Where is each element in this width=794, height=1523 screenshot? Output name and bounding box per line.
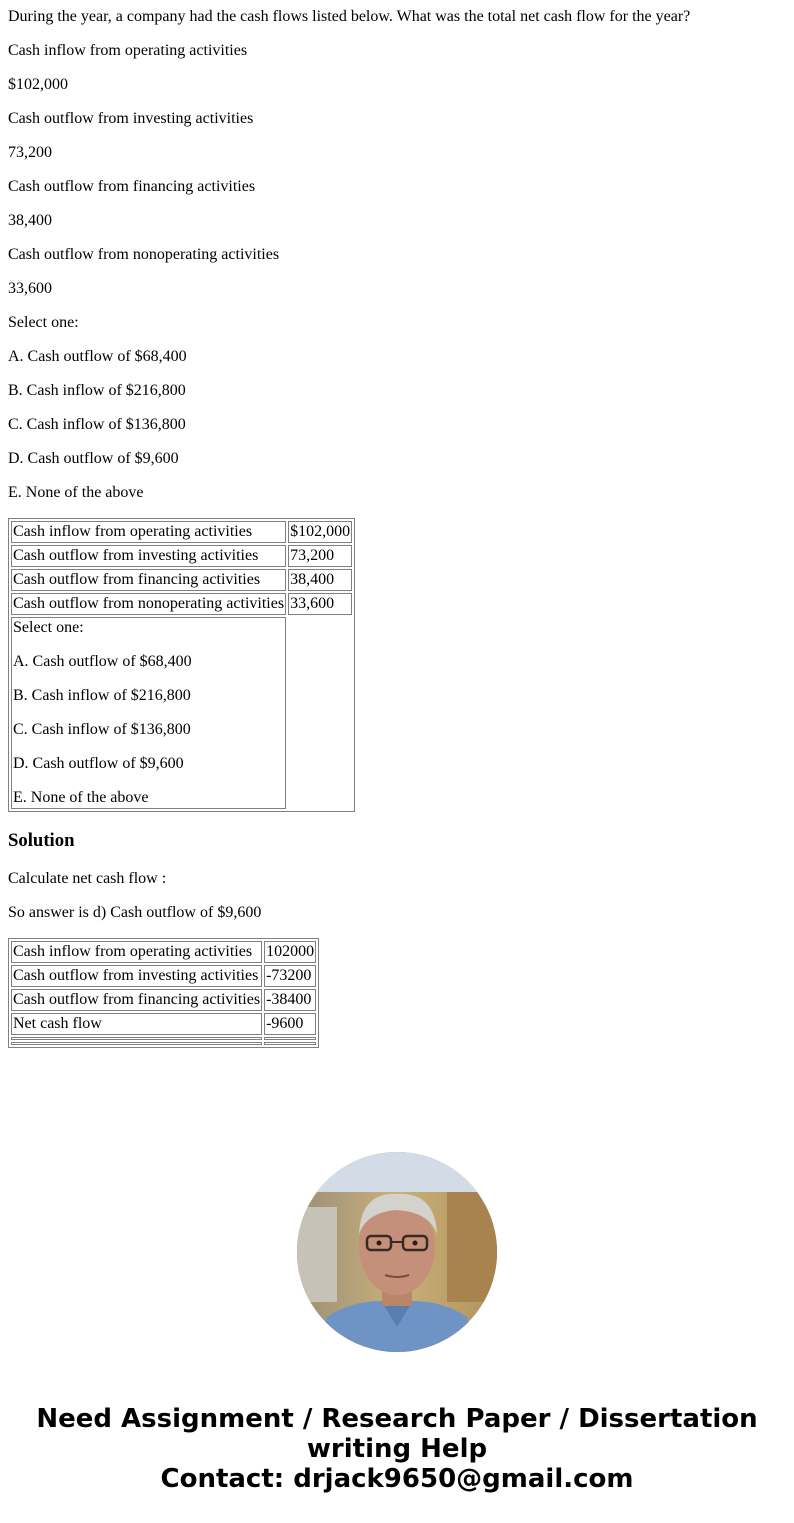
question-table: [8, 518, 355, 812]
table-row: [11, 593, 352, 615]
option-d: D. Cash outflow of $9,600: [8, 450, 179, 467]
option-a: A. Cash outflow of $68,400: [8, 348, 187, 365]
table-cell-label: Cash outflow from financing activities: [11, 569, 286, 591]
promo-line: Need Assignment / Research Paper / Dissertation: [36, 1404, 758, 1434]
table-cell-label: Cash outflow from investing activities: [11, 545, 286, 567]
table-cell-value: 73,200: [288, 545, 352, 567]
item-value: 33,600: [8, 280, 52, 297]
table-cell-label: Cash outflow from investing activities: [11, 965, 262, 987]
table-row: [11, 569, 352, 591]
table-cell-label: Net cash flow: [11, 1013, 262, 1035]
table-cell-label: Cash outflow from financing activities: [11, 989, 262, 1011]
table-row-empty: [11, 1042, 316, 1045]
table-row: [11, 965, 316, 987]
select-prompt: Select one:: [13, 619, 84, 636]
promo-text: [0, 1404, 794, 1494]
table-cell-value: 38,400: [288, 569, 352, 591]
item-label: Cash outflow from nonoperating activities: [8, 246, 280, 263]
option-e: E. None of the above: [8, 484, 144, 501]
item-label: Cash inflow from operating activities: [8, 42, 248, 59]
option-b: B. Cash inflow of $216,800: [8, 382, 186, 399]
question-prompt: During the year, a company had the cash flows listed below. What was the total net cash flow for the year?: [8, 8, 691, 25]
table-cell-label: Cash inflow from operating activities: [11, 521, 286, 543]
table-cell-label: Cash inflow from operating activities: [11, 941, 262, 963]
item-label: Cash outflow from financing activities: [8, 178, 256, 195]
table-cell-value: -9600: [264, 1013, 316, 1035]
table-cell-value: 33,600: [288, 593, 352, 615]
table-row-empty: [11, 1037, 316, 1040]
table-row: [11, 941, 316, 963]
table-row: [11, 989, 316, 1011]
option-d: D. Cash outflow of $9,600: [13, 755, 184, 772]
option-c: C. Cash inflow of $136,800: [13, 721, 191, 738]
table-cell-value: $102,000: [288, 521, 352, 543]
portrait-photo: [297, 1152, 497, 1352]
table-cell-empty: [11, 1037, 262, 1040]
solution-heading: Solution: [8, 830, 75, 851]
table-cell-label: Cash outflow from nonoperating activities: [11, 593, 286, 615]
table-row: [11, 1013, 316, 1035]
table-cell-empty: [264, 1042, 316, 1045]
select-prompt: Select one:: [8, 314, 79, 331]
option-e: E. None of the above: [13, 789, 149, 806]
table-row: [11, 617, 352, 809]
table-cell-empty: [264, 1037, 316, 1040]
item-value: 73,200: [8, 144, 52, 161]
avatar: [297, 1152, 497, 1352]
option-c: C. Cash inflow of $136,800: [8, 416, 186, 433]
solution-answer: So answer is d) Cash outflow of $9,600: [8, 904, 262, 921]
solution-table: [8, 938, 319, 1048]
option-a: A. Cash outflow of $68,400: [13, 653, 192, 670]
table-cell-value: -38400: [264, 989, 316, 1011]
option-b: B. Cash inflow of $216,800: [13, 687, 191, 704]
solution-step: Calculate net cash flow :: [8, 870, 167, 887]
promo-line: writing Help: [306, 1434, 488, 1464]
promo-banner: [0, 1152, 794, 1494]
table-cell-value: -73200: [264, 965, 316, 987]
table-cell-empty: [11, 1042, 262, 1045]
options-cell: [11, 617, 286, 809]
table-cell-value: 102000: [264, 941, 316, 963]
item-value: $102,000: [8, 76, 68, 93]
table-row: [11, 545, 352, 567]
item-label: Cash outflow from investing activities: [8, 110, 254, 127]
table-row: [11, 521, 352, 543]
promo-contact: Contact: drjack9650@gmail.com: [160, 1464, 634, 1494]
item-value: 38,400: [8, 212, 52, 229]
